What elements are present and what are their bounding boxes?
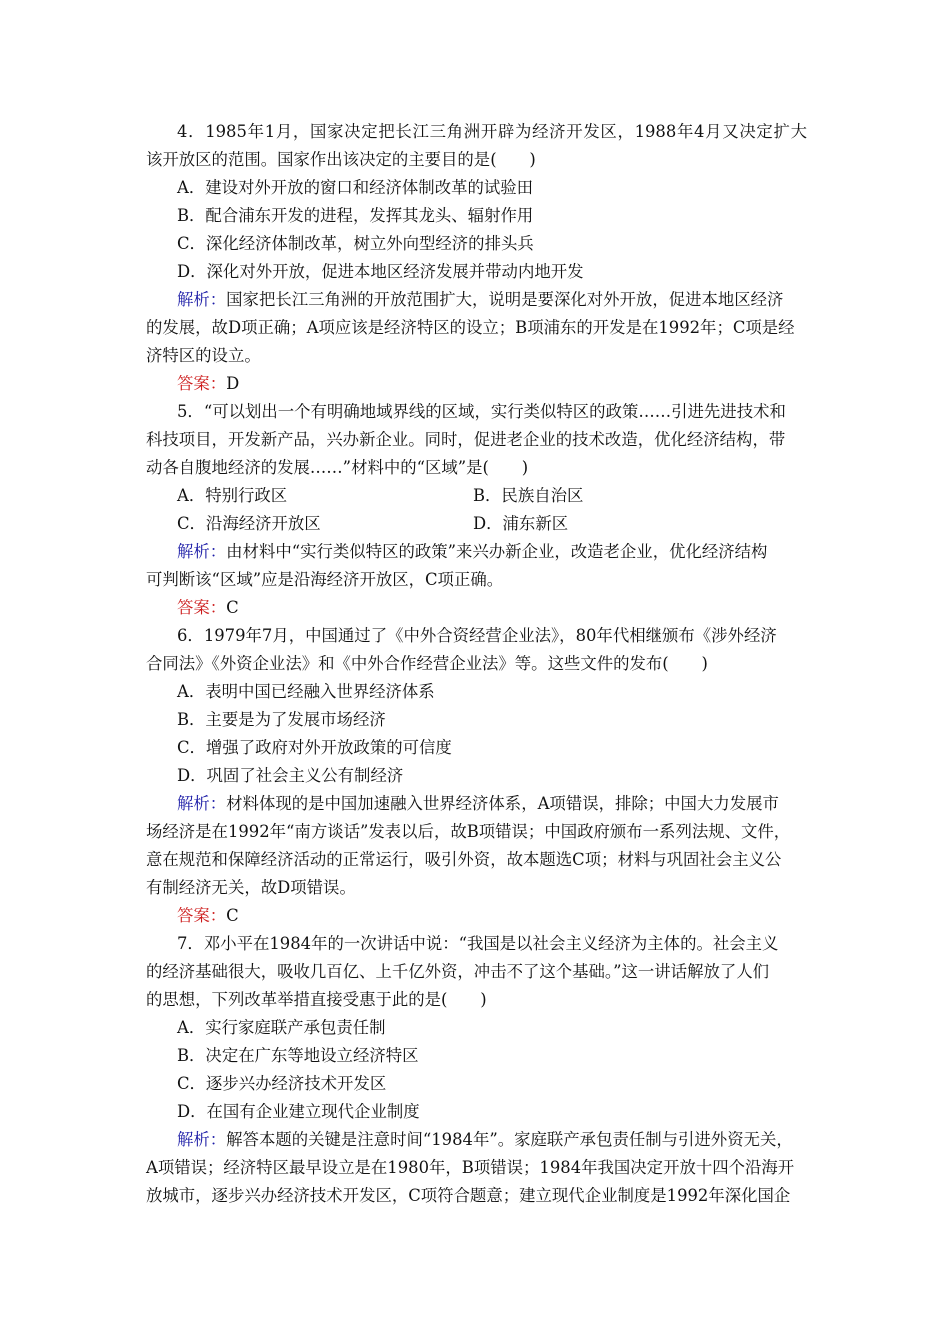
q5-stem-line-3: 动各自腹地经济的发展……”材料中的“区域”是( ) xyxy=(146,458,529,477)
q7-option-c: C．逐步兴办经济技术开发区 xyxy=(177,1074,387,1093)
q7-analysis-text: 解答本题的关键是注意时间“1984年”。家庭联产承包责任制与引进外资无关， xyxy=(226,1130,793,1149)
answer-label: 答案： xyxy=(177,374,227,393)
q7-option-a: A．实行家庭联产承包责任制 xyxy=(177,1018,386,1037)
q5-analysis-line-2: 可判断该“区域”应是沿海经济开放区，C项正确。 xyxy=(146,570,504,589)
q5-options-row-1 xyxy=(0,482,950,510)
q4-analysis-text: 国家把长江三角洲的开放范围扩大，说明是要深化对外开放，促进本地区经济 xyxy=(226,290,784,309)
analysis-label: 解析： xyxy=(177,1130,227,1149)
q4-analysis-line-1 xyxy=(0,286,950,314)
analysis-label: 解析： xyxy=(177,542,227,561)
document-page xyxy=(0,118,950,1210)
analysis-label: 解析： xyxy=(177,794,227,813)
answer-label: 答案： xyxy=(177,598,227,617)
q7-stem-line-3: 的思想，下列改革举措直接受惠于此的是( ) xyxy=(146,990,487,1009)
q5-answer-line xyxy=(0,594,950,622)
q6-stem-line-2: 合同法》《外资企业法》和《中外合作经营企业法》等。这些文件的发布( ) xyxy=(146,654,708,673)
q5-option-b: B．民族自治区 xyxy=(473,486,584,505)
q6-analysis-line-4: 有制经济无关，故D项错误。 xyxy=(146,878,356,897)
q4-answer-line xyxy=(0,370,950,398)
q7-analysis-line-1 xyxy=(0,1126,950,1154)
q4-analysis-line-3: 济特区的设立。 xyxy=(146,346,261,365)
q4-analysis-line-2: 的发展，故D项正确；A项应该是经济特区的设立；B项浦东的开发是在1992年；C项是经 xyxy=(146,318,795,337)
q6-stem-line-1: 6．1979年7月，中国通过了《中外合资经营企业法》，80年代相继颁布《涉外经济 xyxy=(177,626,777,645)
q6-analysis-line-3: 意在规范和保障经济活动的正常运行，吸引外资，故本题选C项；材料与巩固社会主义公 xyxy=(146,850,782,869)
q6-answer-line xyxy=(0,902,950,930)
q7-stem-line-1: 7．邓小平在1984年的一次讲话中说：“我国是以社会主义经济为主体的。社会主义 xyxy=(177,934,779,953)
q4-stem-line-2: 该开放区的范围。国家作出该决定的主要目的是( ) xyxy=(146,150,536,169)
q4-option-a: A．建设对外开放的窗口和经济体制改革的试验田 xyxy=(177,178,534,197)
q5-options-row-2 xyxy=(0,510,950,538)
q7-analysis-line-2: A项错误；经济特区最早设立是在1980年，B项错误；1984年我国决定开放十四个沿海开 xyxy=(146,1158,795,1177)
q4-stem-line-1: 4．1985年1月，国家决定把长江三角洲开辟为经济开发区，1988年4月又决定扩大 xyxy=(177,122,807,141)
q4-answer: D xyxy=(226,374,240,393)
q6-option-a: A．表明中国已经融入世界经济体系 xyxy=(177,682,435,701)
q5-analysis-text: 由材料中“实行类似特区的政策”来兴办新企业，改造老企业，优化经济结构 xyxy=(226,542,768,561)
q7-option-d: D．在国有企业建立现代企业制度 xyxy=(177,1102,420,1121)
q4-option-c: C．深化经济体制改革，树立外向型经济的排头兵 xyxy=(177,234,534,253)
q5-stem-line-2: 科技项目，开发新产品，兴办新企业。同时，促进老企业的技术改造，优化经济结构，带 xyxy=(146,430,786,449)
answer-label: 答案： xyxy=(177,906,227,925)
q4-option-b: B．配合浦东开发的进程，发挥其龙头、辐射作用 xyxy=(177,206,534,225)
q6-option-c: C．增强了政府对外开放政策的可信度 xyxy=(177,738,452,757)
analysis-label: 解析： xyxy=(177,290,227,309)
q6-analysis-line-1 xyxy=(0,790,950,818)
q5-stem-line-1: 5．“可以划出一个有明确地域界线的区域，实行类似特区的政策……引进先进技术和 xyxy=(177,402,786,421)
q5-analysis-line-1 xyxy=(0,538,950,566)
q5-answer: C xyxy=(226,598,239,617)
q7-analysis-line-3: 放城市，逐步兴办经济技术开发区，C项符合题意；建立现代企业制度是1992年深化国企 xyxy=(146,1186,791,1205)
q6-analysis-text: 材料体现的是中国加速融入世界经济体系，A项错误，排除；中国大力发展市 xyxy=(226,794,779,813)
q7-option-b: B．决定在广东等地设立经济特区 xyxy=(177,1046,419,1065)
q6-analysis-line-2: 场经济是在1992年“南方谈话”发表以后，故B项错误；中国政府颁布一系列法规、文件， xyxy=(146,822,791,841)
q6-option-d: D．巩固了社会主义公有制经济 xyxy=(177,766,404,785)
q7-stem-line-2: 的经济基础很大，吸收几百亿、上千亿外资，冲击不了这个基础。”这一讲话解放了人们 xyxy=(146,962,770,981)
q5-option-d: D．浦东新区 xyxy=(473,514,569,533)
q6-answer: C xyxy=(226,906,239,925)
q6-option-b: B．主要是为了发展市场经济 xyxy=(177,710,386,729)
q5-option-a: A．特别行政区 xyxy=(177,486,288,505)
q4-option-d: D．深化对外开放，促进本地区经济发展并带动内地开发 xyxy=(177,262,584,281)
q5-option-c: C．沿海经济开放区 xyxy=(177,514,321,533)
